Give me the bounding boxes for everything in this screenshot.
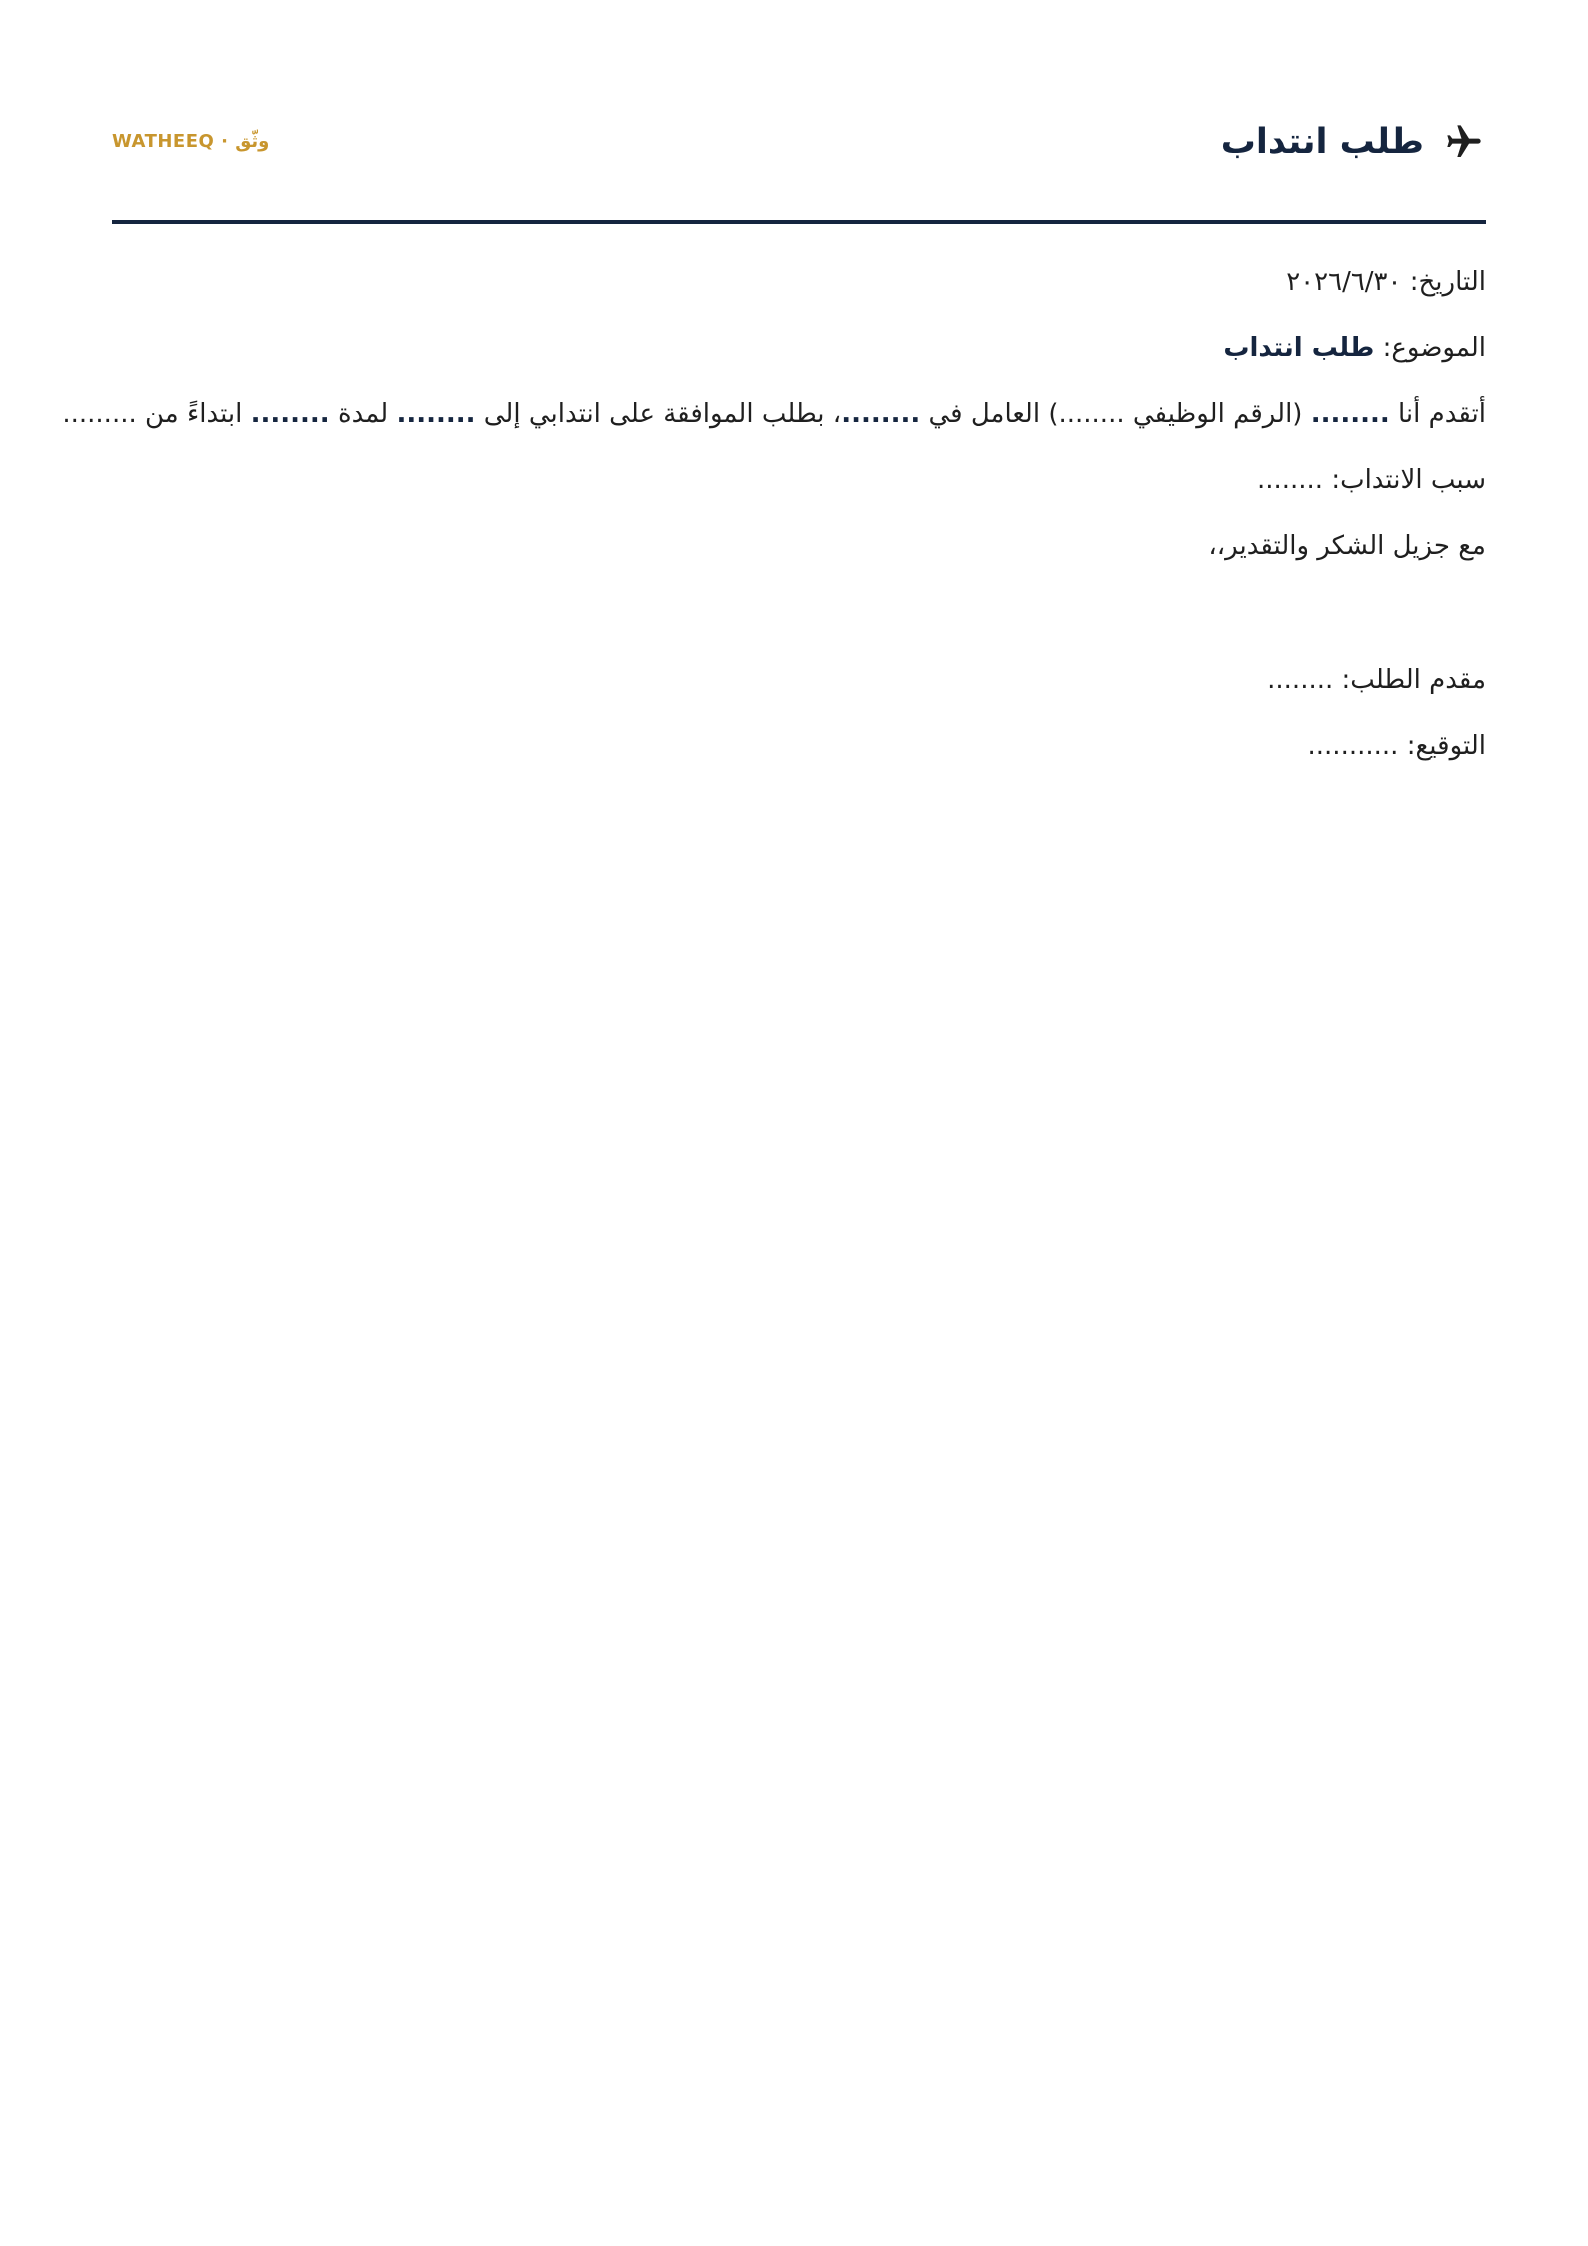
reason-label: سبب الانتداب: xyxy=(1331,465,1486,495)
subject-label: الموضوع: xyxy=(1382,333,1486,363)
subject-value: طلب انتداب xyxy=(1223,333,1375,363)
signature-value: ........... xyxy=(1307,731,1399,761)
blank-duration: ........ xyxy=(250,399,330,429)
request-paragraph xyxy=(62,394,1486,434)
blank-destination: ........ xyxy=(396,399,476,429)
brand-logo: WATHEEQ · وثّق xyxy=(112,131,270,152)
signature-line xyxy=(112,726,1486,766)
date-value: ٢٠٢٦/٦/٣٠ xyxy=(1286,267,1402,297)
blank-department: ........ xyxy=(841,399,921,429)
applicant-value: ........ xyxy=(1267,665,1334,695)
document-title: طلب انتداب xyxy=(1220,122,1424,162)
date-label: التاريخ: xyxy=(1409,267,1486,297)
title-group xyxy=(1221,112,1486,172)
signature-label: التوقيع: xyxy=(1406,731,1486,761)
letter-body xyxy=(62,262,1486,792)
closing-line: مع جزيل الشكر والتقدير،، xyxy=(1208,531,1486,561)
body-text-5: ابتداءً من ......... xyxy=(62,399,243,429)
body-text-3: ، بطلب الموافقة على انتدابي إلى xyxy=(483,399,842,429)
blank-name: ........ xyxy=(1310,399,1390,429)
reason-value: ........ xyxy=(1256,465,1324,495)
subject-line xyxy=(112,328,1486,368)
body-text-4: لمدة xyxy=(337,399,389,429)
reason-line xyxy=(112,460,1486,500)
airplane-icon xyxy=(1442,120,1486,164)
applicant-line xyxy=(112,660,1486,700)
header-divider xyxy=(112,220,1486,224)
document-header xyxy=(112,112,1486,172)
body-text-2: (الرقم الوظيفي ........) العامل في xyxy=(928,399,1303,429)
body-text-1: أتقدم أنا xyxy=(1397,399,1486,429)
spacer xyxy=(112,592,1486,660)
applicant-label: مقدم الطلب: xyxy=(1341,665,1486,695)
date-line xyxy=(112,262,1486,302)
